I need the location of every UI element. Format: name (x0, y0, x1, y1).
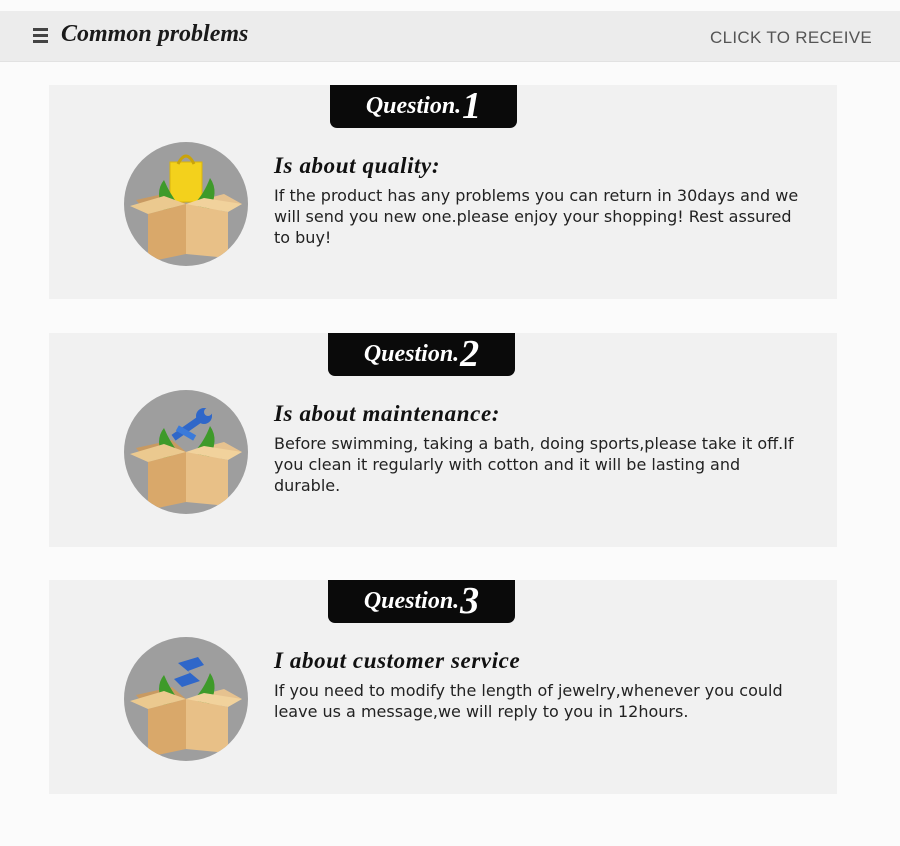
card-title: I about customer service (274, 648, 521, 673)
card-body: Before swimming, taking a bath, doing sports,please take it off.If you clean it regularly with cotton and it will be lasting and durable. (274, 434, 794, 495)
question-card-3 (49, 580, 837, 794)
menu-icon[interactable] (33, 28, 48, 44)
question-tab-3 (328, 580, 515, 623)
card-body: If the product has any problems you can return in 30days and we will send you new one.please enjoy your shopping! Rest assured to buy! (274, 186, 799, 247)
s-service-icon (124, 637, 248, 761)
question-tab-label: Question. (363, 588, 460, 614)
question-tab-2 (328, 333, 515, 376)
question-card-1 (49, 85, 837, 299)
question-tab-number: 2 (460, 333, 480, 375)
wrench-icon (124, 390, 248, 514)
header-bar (0, 11, 900, 62)
question-card-2 (49, 333, 837, 547)
page-title: Common problems (61, 21, 249, 47)
question-tab-1 (330, 85, 517, 128)
question-tab-label: Question. (365, 93, 462, 119)
click-to-receive-link[interactable]: CLICK TO RECEIVE (710, 28, 872, 47)
question-tab-number: 1 (462, 85, 482, 127)
question-tab-label: Question. (363, 341, 460, 367)
card-title: Is about quality: (274, 153, 441, 178)
question-tab-number: 3 (460, 580, 480, 622)
card-title: Is about maintenance: (274, 401, 501, 426)
card-body: If you need to modify the length of jewelry,whenever you could leave us a message,we will reply to you in 12hours. (274, 681, 783, 721)
shopping-bag-icon (124, 142, 248, 266)
